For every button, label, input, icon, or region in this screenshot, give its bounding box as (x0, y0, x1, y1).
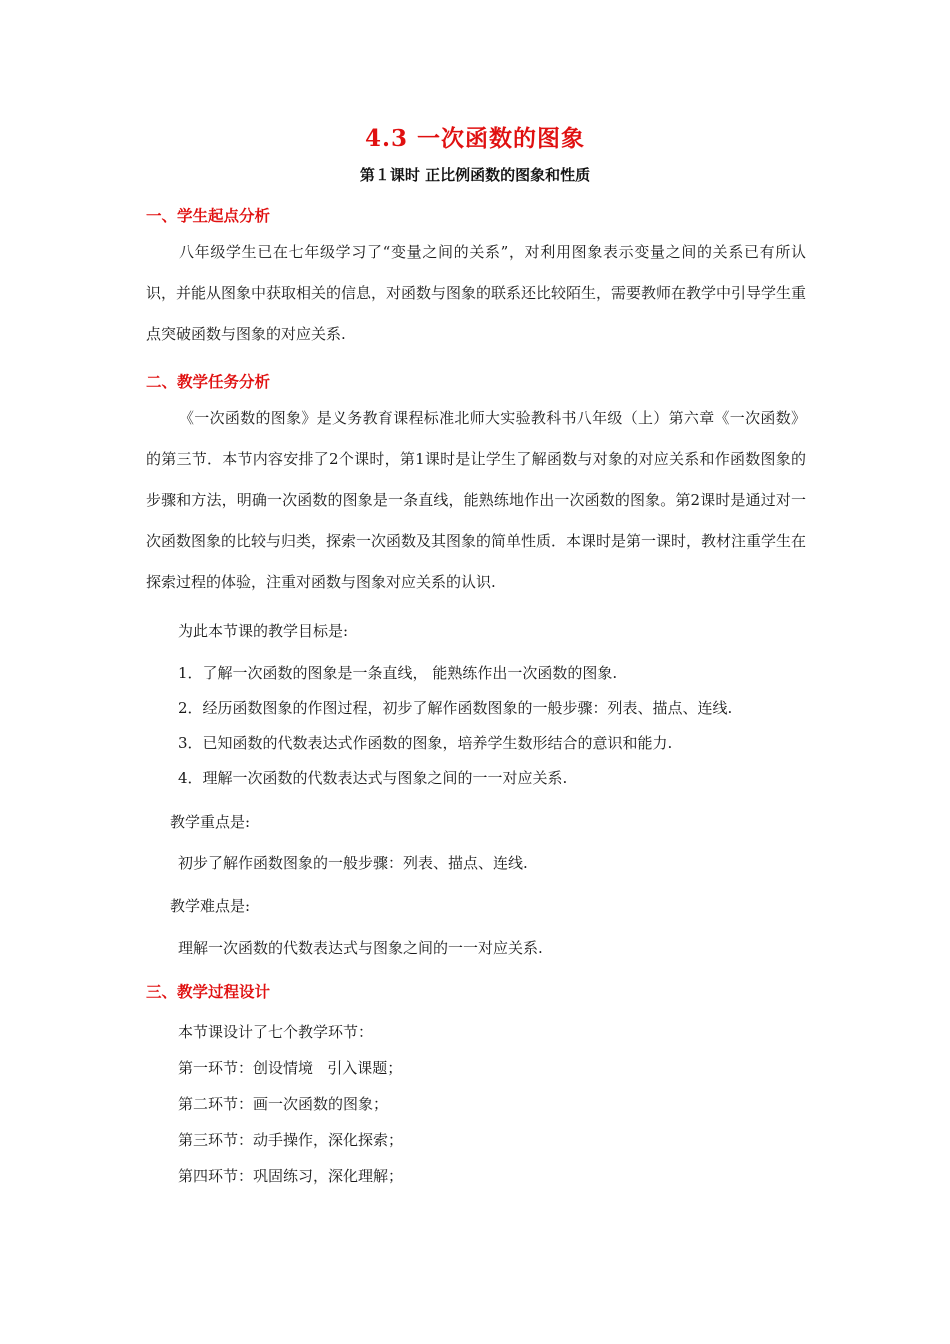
difficulty-text: 理解一次函数的代数表达式与图象之间的一一对应关系. (178, 939, 543, 957)
process-step-1: 第一环节：创设情境 引入课题； (178, 1059, 403, 1077)
section-heading-3: 三、教学过程设计 (146, 982, 271, 1001)
goal-item-1: 1．了解一次函数的图象是一条直线， 能熟练作出一次函数的图象. (178, 664, 618, 682)
difficulty-label: 教学难点是: (170, 897, 251, 915)
process-step-4: 第四环节：巩固练习，深化理解； (178, 1167, 404, 1185)
section-1-paragraph: 八年级学生已在七年级学习了“变量之间的关系”，对利用图象表示变量之间的关系已有所认识，并能从图象中获取相关的信息，对函数与图象的联系还比较陌生，需要教师在教学中引导学生重点突破函数与图象的对应关系. (146, 243, 807, 343)
section-heading-2: 二、教学任务分析 (146, 372, 271, 391)
process-step-3: 第三环节：动手操作，深化探索； (178, 1131, 404, 1149)
goal-item-4: 4．理解一次函数的代数表达式与图象之间的一一对应关系. (178, 769, 568, 787)
key-point-label: 教学重点是: (170, 813, 251, 831)
key-point-text: 初步了解作函数图象的一般步骤：列表、描点、连线. (178, 854, 528, 872)
section-heading-1: 一、学生起点分析 (146, 206, 271, 225)
process-intro: 本节课设计了七个教学环节： (178, 1023, 374, 1041)
goal-item-2: 2．经历函数图象的作图过程，初步了解作函数图象的一般步骤：列表、描点、连线. (178, 699, 733, 717)
section-2-paragraph: 《一次函数的图象》是义务教育课程标准北师大实验教科书八年级（上）第六章《一次函数》的第三节．本节内容安排了2个课时，第1课时是让学生了解函数与对象的对应关系和作函数图象的步骤和方法，明确一次函数的图象是一条直线，能熟练地作出一次函数的图象。第2课时是通过对一次函数图象的比较与归类，探索一次函数及其图象的简单性质．本课时是第一课时，教材注重学生在探索过程的体验，注重对函数与图象对应关系的认识. (146, 409, 807, 591)
goal-item-3: 3．已知函数的代数表达式作函数的图象，培养学生数形结合的意识和能力. (178, 734, 673, 752)
document-title: 4.3 一次函数的图象 (364, 125, 586, 152)
goal-intro: 为此本节课的教学目标是: (178, 622, 349, 640)
document-subtitle: 第１课时 正比例函数的图象和性质 (359, 166, 591, 184)
process-step-2: 第二环节：画一次函数的图象； (178, 1095, 389, 1113)
